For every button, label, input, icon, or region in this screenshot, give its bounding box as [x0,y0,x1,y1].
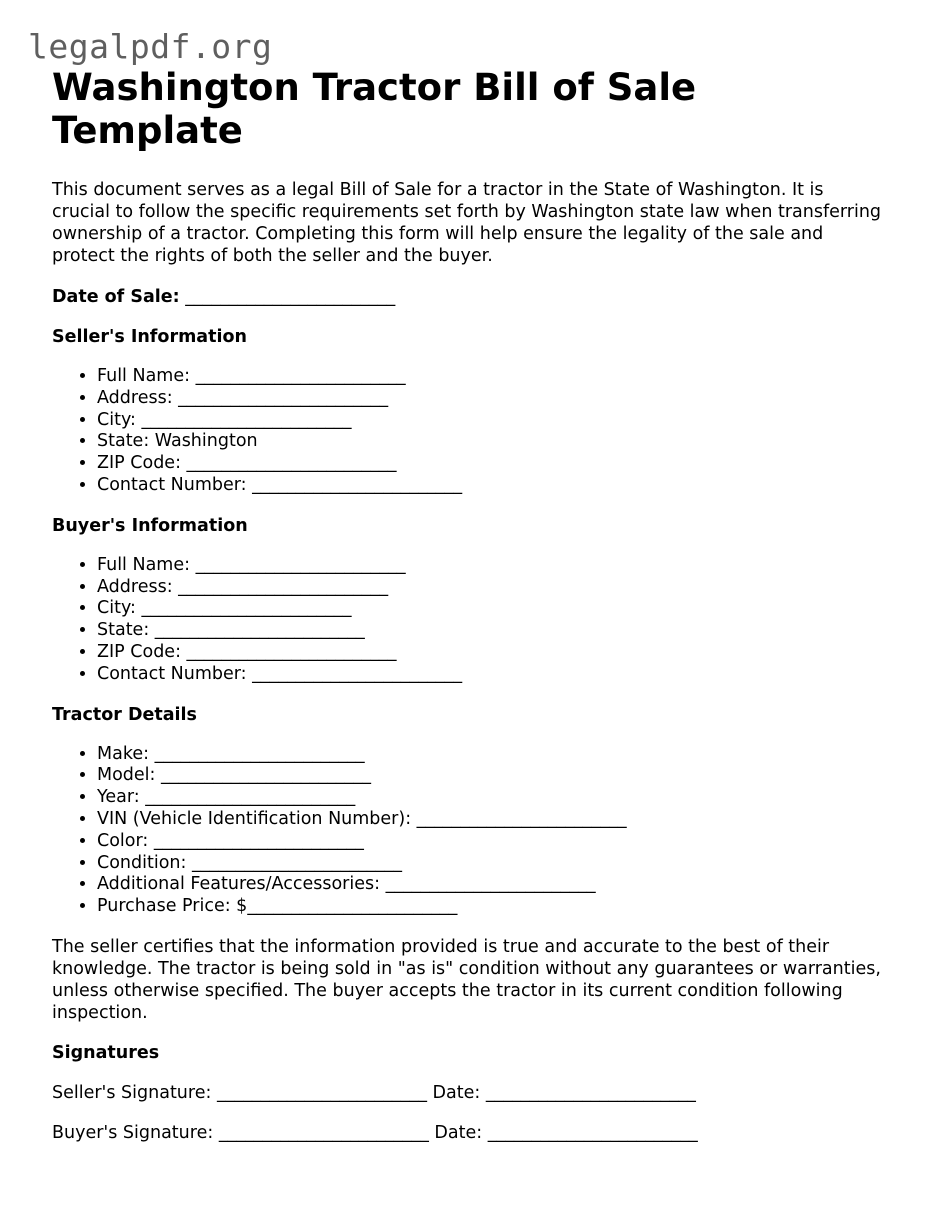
tractor-make-field: • Make: ________________________ [97,744,882,766]
buyer-state-field: • State: ________________________ [97,620,882,642]
blank-line: ________________________ [154,620,365,641]
certification-paragraph: The seller certifies that the information provided is true and accurate to the best of their knowledge. The tractor is being sold in "as is" condition without any guarantees or warranties, unless otherwise specified. The buyer accepts the tractor in its current condition following inspection. [52,936,881,1023]
blank-line: ________________________ [247,896,458,917]
blank-line: ________________________ [485,1082,696,1103]
blank-line: ________________________ [195,554,406,575]
seller-date-label: Date: [432,1082,481,1103]
seller-address-field: • Address: ________________________ [97,388,882,410]
blank-line: ________________________ [252,663,463,684]
seller-zip-field: • ZIP Code: ________________________ [97,453,882,475]
buyer-fields-list [52,555,882,686]
blank-line: ________________________ [195,366,406,386]
tractor-fields-list [52,744,882,918]
buyer-city-field: • City: ________________________ [97,598,882,620]
seller-signature-line [52,1082,882,1104]
date-of-sale-label: Date of Sale: [52,287,180,307]
blank-line: ________________________ [141,409,352,430]
seller-contact-field: • Contact Number: ________________________ [97,475,882,497]
tractor-vin-field: • VIN (Vehicle Identification Number): ________________________ [97,809,882,831]
tractor-features-field: • Additional Features/Accessories: ________________________ [97,874,882,896]
blank-line: ________________________ [487,1122,698,1143]
blank-line: ________________________ [252,474,463,495]
buyer-heading: Buyer's Information [52,515,248,536]
tractor-condition-field: • Condition: ________________________ [97,853,882,875]
blank-line: ________________________ [216,1082,427,1103]
blank-line: ________________________ [218,1122,429,1143]
blank-line: ________________________ [161,765,372,786]
tractor-heading: Tractor Details [52,704,197,725]
blank-line: ________________________ [385,874,596,895]
document-body [52,66,882,1162]
blank-line: ________________________ [178,576,389,597]
blank-line: ________________________ [186,641,397,662]
intro-paragraph: This document serves as a legal Bill of Sale for a tractor in the State of Washington. It is crucial to follow the specific requirements set forth by Washington state law when transferring ownership of a tractor. Completing this form will help ensure the legality of the sale and protect the rights of both the seller and the buyer. [52,180,882,266]
blank-line: ________________________ [145,787,356,808]
seller-city-field: • City: ________________________ [97,410,882,432]
tractor-year-field: • Year: ________________________ [97,787,882,809]
blank-line: ________________________ [178,387,389,408]
date-of-sale-line [52,286,882,308]
signatures-heading: Signatures [52,1042,160,1063]
seller-heading: Seller's Information [52,327,247,347]
buyer-zip-field: • ZIP Code: ________________________ [97,642,882,664]
page-title: Washington Tractor Bill of Sale Template [52,66,697,152]
tractor-price-field: • Purchase Price: $________________________ [97,896,882,918]
blank-line: ________________________ [186,453,397,474]
watermark-logo: legalpdf.org [28,27,273,66]
blank-line: ________________________ [153,830,364,851]
buyer-signature-line [52,1122,882,1144]
blank-line: ________________________ [141,598,352,619]
blank-line: ________________________ [154,743,365,764]
seller-signature-label: Seller's Signature: [52,1082,212,1103]
buyer-contact-field: • Contact Number: ________________________ [97,664,882,686]
buyer-date-label: Date: [434,1122,483,1143]
date-of-sale-blank: ________________________ [185,287,396,307]
seller-full-name-field: • Full Name: ________________________ [97,366,882,388]
tractor-color-field: • Color: ________________________ [97,831,882,853]
blank-line: ________________________ [416,808,627,829]
buyer-full-name-field: • Full Name: ________________________ [97,555,882,577]
buyer-signature-label: Buyer's Signature: [52,1122,214,1143]
seller-fields-list [52,366,882,497]
buyer-address-field: • Address: ________________________ [97,577,882,599]
blank-line: ________________________ [191,852,402,873]
tractor-model-field: • Model: ________________________ [97,765,882,787]
seller-state-field: • State: Washington [97,431,882,453]
